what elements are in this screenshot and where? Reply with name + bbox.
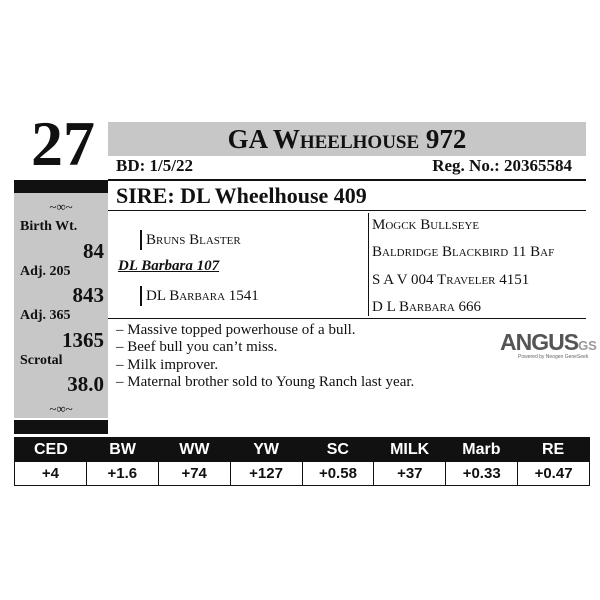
pedigree-bottom-divider [108,318,586,319]
epd-value-bw: +1.6 [86,462,158,485]
sire-name: SIRE: DL Wheelhouse 409 [116,183,367,208]
epd-value-yw: +127 [230,462,302,485]
epd-header-sc: SC [326,441,349,458]
epd-table [14,437,590,486]
logo-main-text: ANGUS [500,329,579,355]
registration-number: Reg. No.: 20365584 [432,156,572,175]
birth-date: BD: 1/5/22 [116,156,193,175]
stat-label-scrotal: Scrotal [20,353,63,368]
epd-value-marb: +0.33 [445,462,517,485]
comment-line: – Milk improver. [116,357,219,373]
epd-value-ced: +4 [41,465,59,482]
epd-value-ww: +74 [158,462,230,485]
stat-label-adj-365: Adj. 365 [20,308,71,323]
ornament-top: ~∞~ [49,199,73,214]
comment-line: – Maternal brother sold to Young Ranch last year. [116,374,415,390]
epd-header-ced: CED [33,441,68,458]
epd-header-yw: YW [253,441,280,458]
comment-line: – Beef bull you can’t miss. [116,339,278,355]
lot-number: 27 [31,108,95,179]
epd-header-row [15,438,589,462]
comment-line: – Massive topped powerhouse of a bull. [116,322,356,338]
sire-sire: Bruns Blaster [146,232,241,248]
stat-label-birth-wt: Birth Wt. [20,219,78,234]
stat-value-birth-wt: 84 [83,239,104,263]
angus-gs-logo [500,329,597,361]
sire-divider [108,179,586,181]
stats-panel-top-bar [14,180,108,193]
pedigree-bracket [140,286,142,306]
epd-value-re: +0.47 [517,462,589,485]
epd-value-milk: +37 [373,462,445,485]
pedigree-right-4: D L Barbara 666 [372,299,482,315]
epd-header-milk: MILK [390,441,430,458]
pedigree-right-1: Mogck Bullseye [372,217,480,233]
dam-name: DL Barbara 107 [118,258,220,274]
logo-tagline: Powered by Neogen GeneSeek [518,354,589,360]
stat-value-adj-365: 1365 [62,328,104,352]
logo-suffix: GS [578,338,597,353]
epd-header-re: RE [542,441,565,458]
stat-label-adj-205: Adj. 205 [20,264,71,279]
pedigree-right-3: S A V 004 Traveler 4151 [372,272,530,288]
epd-header-ww: WW [179,441,210,458]
stats-panel-bottom-bar [14,420,108,434]
pedigree-right-2: Baldridge Blackbird 11 Baf [372,244,555,260]
stat-value-adj-205: 843 [72,283,104,307]
pedigree-divider [108,210,586,211]
epd-value-sc: +0.58 [302,462,374,485]
animal-name: GA Wheelhouse 972 [227,124,467,154]
epd-header-marb: Marb [462,441,501,458]
dam-dam: DL Barbara 1541 [146,288,259,304]
stat-value-scrotal: 38.0 [67,372,104,396]
pedigree-separator [368,213,369,316]
ornament-bottom: ~∞~ [49,401,73,416]
epd-header-bw: BW [109,441,136,458]
pedigree-bracket [140,230,142,250]
epd-value-row [15,462,589,485]
